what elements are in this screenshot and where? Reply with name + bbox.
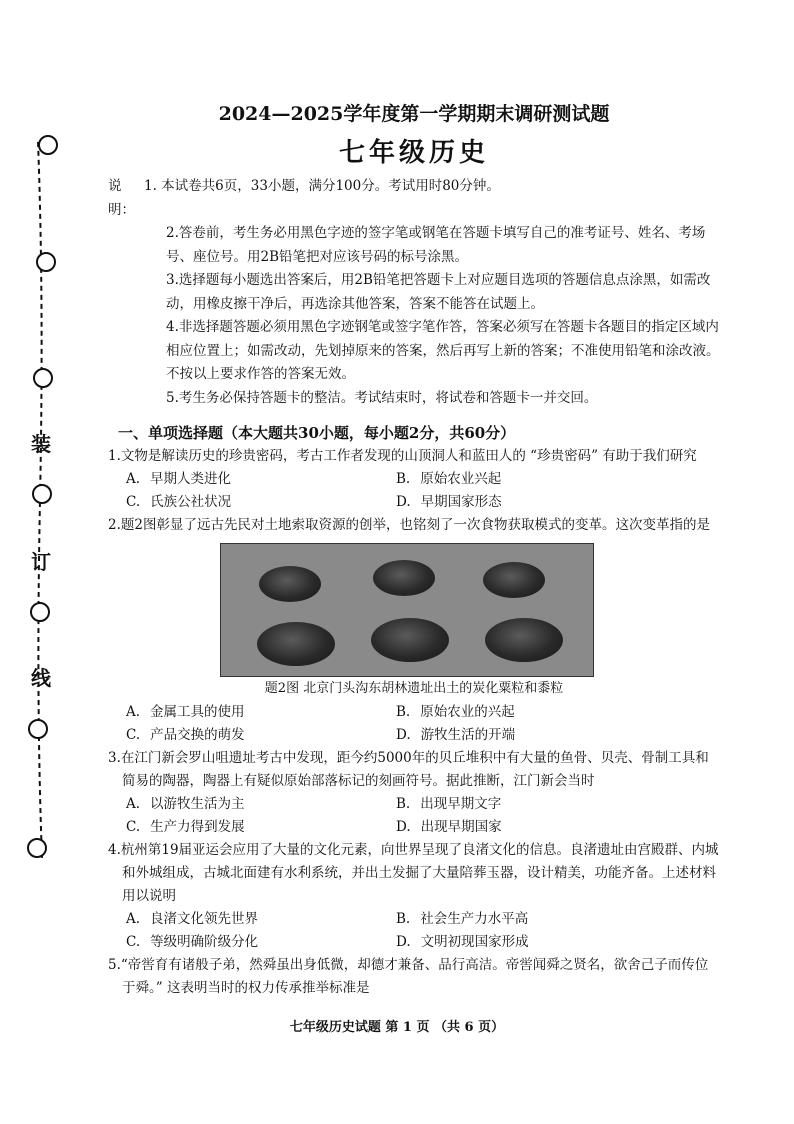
question-stem: 4.杭州第19届亚运会应用了大量的文化元素，向世界呈现了良渚文化的信息。良渚遗址由宫殿群、内城和外城组成，古城北面建有水利系统，并出土发掘了大量陪葬玉器，设计精美，功能齐备。上述材料用以说明 <box>108 842 719 904</box>
instruction-item: 3.选择题每小题选出答案后，用2B铅笔把答题卡上对应题目选项的答题信息点涂黑，如需改动，用橡皮擦干净后，再选涂其他答案，答案不能答在试题上。 <box>166 272 711 312</box>
binding-char-xian: 线 <box>31 666 51 690</box>
options <box>108 908 720 954</box>
options <box>108 468 720 514</box>
question-stem: 1.文物是解读历史的珍贵密码，考古工作者发现的山顶洞人和蓝田人的 “珍贵密码” 有助于我们研究 <box>108 448 697 464</box>
option-d[interactable]: D. 出现早期国家 <box>396 819 502 835</box>
binding-char-zhuang: 装 <box>31 432 51 456</box>
binding-char-ding: 订 <box>31 550 51 574</box>
instructions <box>108 175 720 410</box>
exam-title: 2024—2025学年度第一学期期末调研测试题 <box>218 103 610 125</box>
grain-image <box>483 562 545 598</box>
option-c[interactable]: C. 等级明确阶级分化 <box>126 934 259 950</box>
question-5 <box>108 954 720 1000</box>
grain-image <box>257 622 335 666</box>
option-b[interactable]: B. 社会生产力水平高 <box>396 911 529 927</box>
option-b[interactable]: B. 原始农业的兴起 <box>396 704 515 720</box>
instructions-lead: 说明： <box>108 178 135 218</box>
option-d[interactable]: D. 文明初现国家形成 <box>396 934 529 950</box>
grain-image <box>259 566 321 602</box>
binding-hole <box>34 369 52 387</box>
binding-hole <box>31 603 49 621</box>
instruction-item: 说明： 1. 本试卷共6页，33小题，满分100分。考试用时80分钟。 <box>108 175 720 222</box>
exam-subject: 七年级历史 <box>338 138 489 168</box>
grain-photo <box>220 543 594 677</box>
option-b[interactable]: B. 原始农业兴起 <box>396 471 502 487</box>
binding-hole <box>33 485 51 503</box>
option-a[interactable]: A. 早期人类进化 <box>126 471 232 487</box>
question-2 <box>108 514 720 747</box>
page-footer: 七年级历史试题 第 1 页 （共 6 页） <box>289 1020 505 1035</box>
option-d[interactable]: D. 游牧生活的开端 <box>396 727 516 743</box>
options <box>108 701 720 747</box>
grain-image <box>485 618 563 662</box>
option-a[interactable]: A. 良渚文化领先世界 <box>126 911 259 927</box>
option-d[interactable]: D. 早期国家形态 <box>396 494 502 510</box>
options <box>108 793 720 839</box>
option-a[interactable]: A. 金属工具的使用 <box>126 704 245 720</box>
instruction-item: 5.考生务必保持答题卡的整洁。考试结束时，将试卷和答题卡一并交回。 <box>166 389 598 406</box>
option-b[interactable]: B. 出现早期文字 <box>396 796 502 812</box>
grain-image <box>371 618 449 662</box>
binding-hole <box>29 720 47 738</box>
option-c[interactable]: C. 生产力得到发展 <box>126 819 245 835</box>
question-4 <box>108 839 720 954</box>
instruction-item: 4.非选择题答题必须用黑色字迹钢笔或签字笔作答，答案必须写在答题卡各题目的指定区域内相应位置上；如需改动，先划掉原来的答案，然后再写上新的答案；不准使用铅笔和涂改液。不按以上要求作答的答案无效。 <box>166 319 720 382</box>
option-c[interactable]: C. 氏族公社状况 <box>126 494 232 510</box>
option-c[interactable]: C. 产品交换的萌发 <box>126 727 245 743</box>
question-3 <box>108 747 720 839</box>
grain-image <box>373 560 435 596</box>
binding-hole <box>39 136 57 154</box>
question-stem: 3.在江门新会罗山咀遗址考古中发现，距今约5000年的贝丘堆积中有大量的鱼骨、贝壳、骨制工具和简易的陶器，陶器上有疑似原始部落标记的刻画符号。据此推断，江门新会当时 <box>108 750 709 789</box>
section-heading: 一、单项选择题（本大题共30小题，每小题2分，共60分） <box>118 424 516 442</box>
instruction-item: 2.答卷前，考生务必用黑色字迹的签字笔或钢笔在答题卡填写自己的准考证号、姓名、考场号、座位号。用2B铅笔把对应该号码的标号涂黑。 <box>166 225 706 265</box>
question-1 <box>108 445 720 514</box>
binding-hole <box>37 253 55 271</box>
option-a[interactable]: A. 以游牧生活为主 <box>126 796 245 812</box>
binding-margin <box>0 0 90 1124</box>
binding-hole <box>28 839 46 857</box>
question-stem: 2.题2图彰显了远古先民对土地索取资源的创举，也铭刻了一次食物获取模式的变革。这次变革指的是 <box>108 517 710 533</box>
figure-caption: 题2图 北京门头沟东胡林遗址出土的炭化粟粒和黍粒 <box>264 681 564 696</box>
exam-page <box>108 100 720 1000</box>
question-stem: 5.“帝喾育有诸般子弟，然舜虽出身低微，却德才兼备、品行高洁。帝喾闻舜之贤名，欲舍己子而传位于舜。” 这表明当时的权力传承推举标准是 <box>108 957 709 996</box>
